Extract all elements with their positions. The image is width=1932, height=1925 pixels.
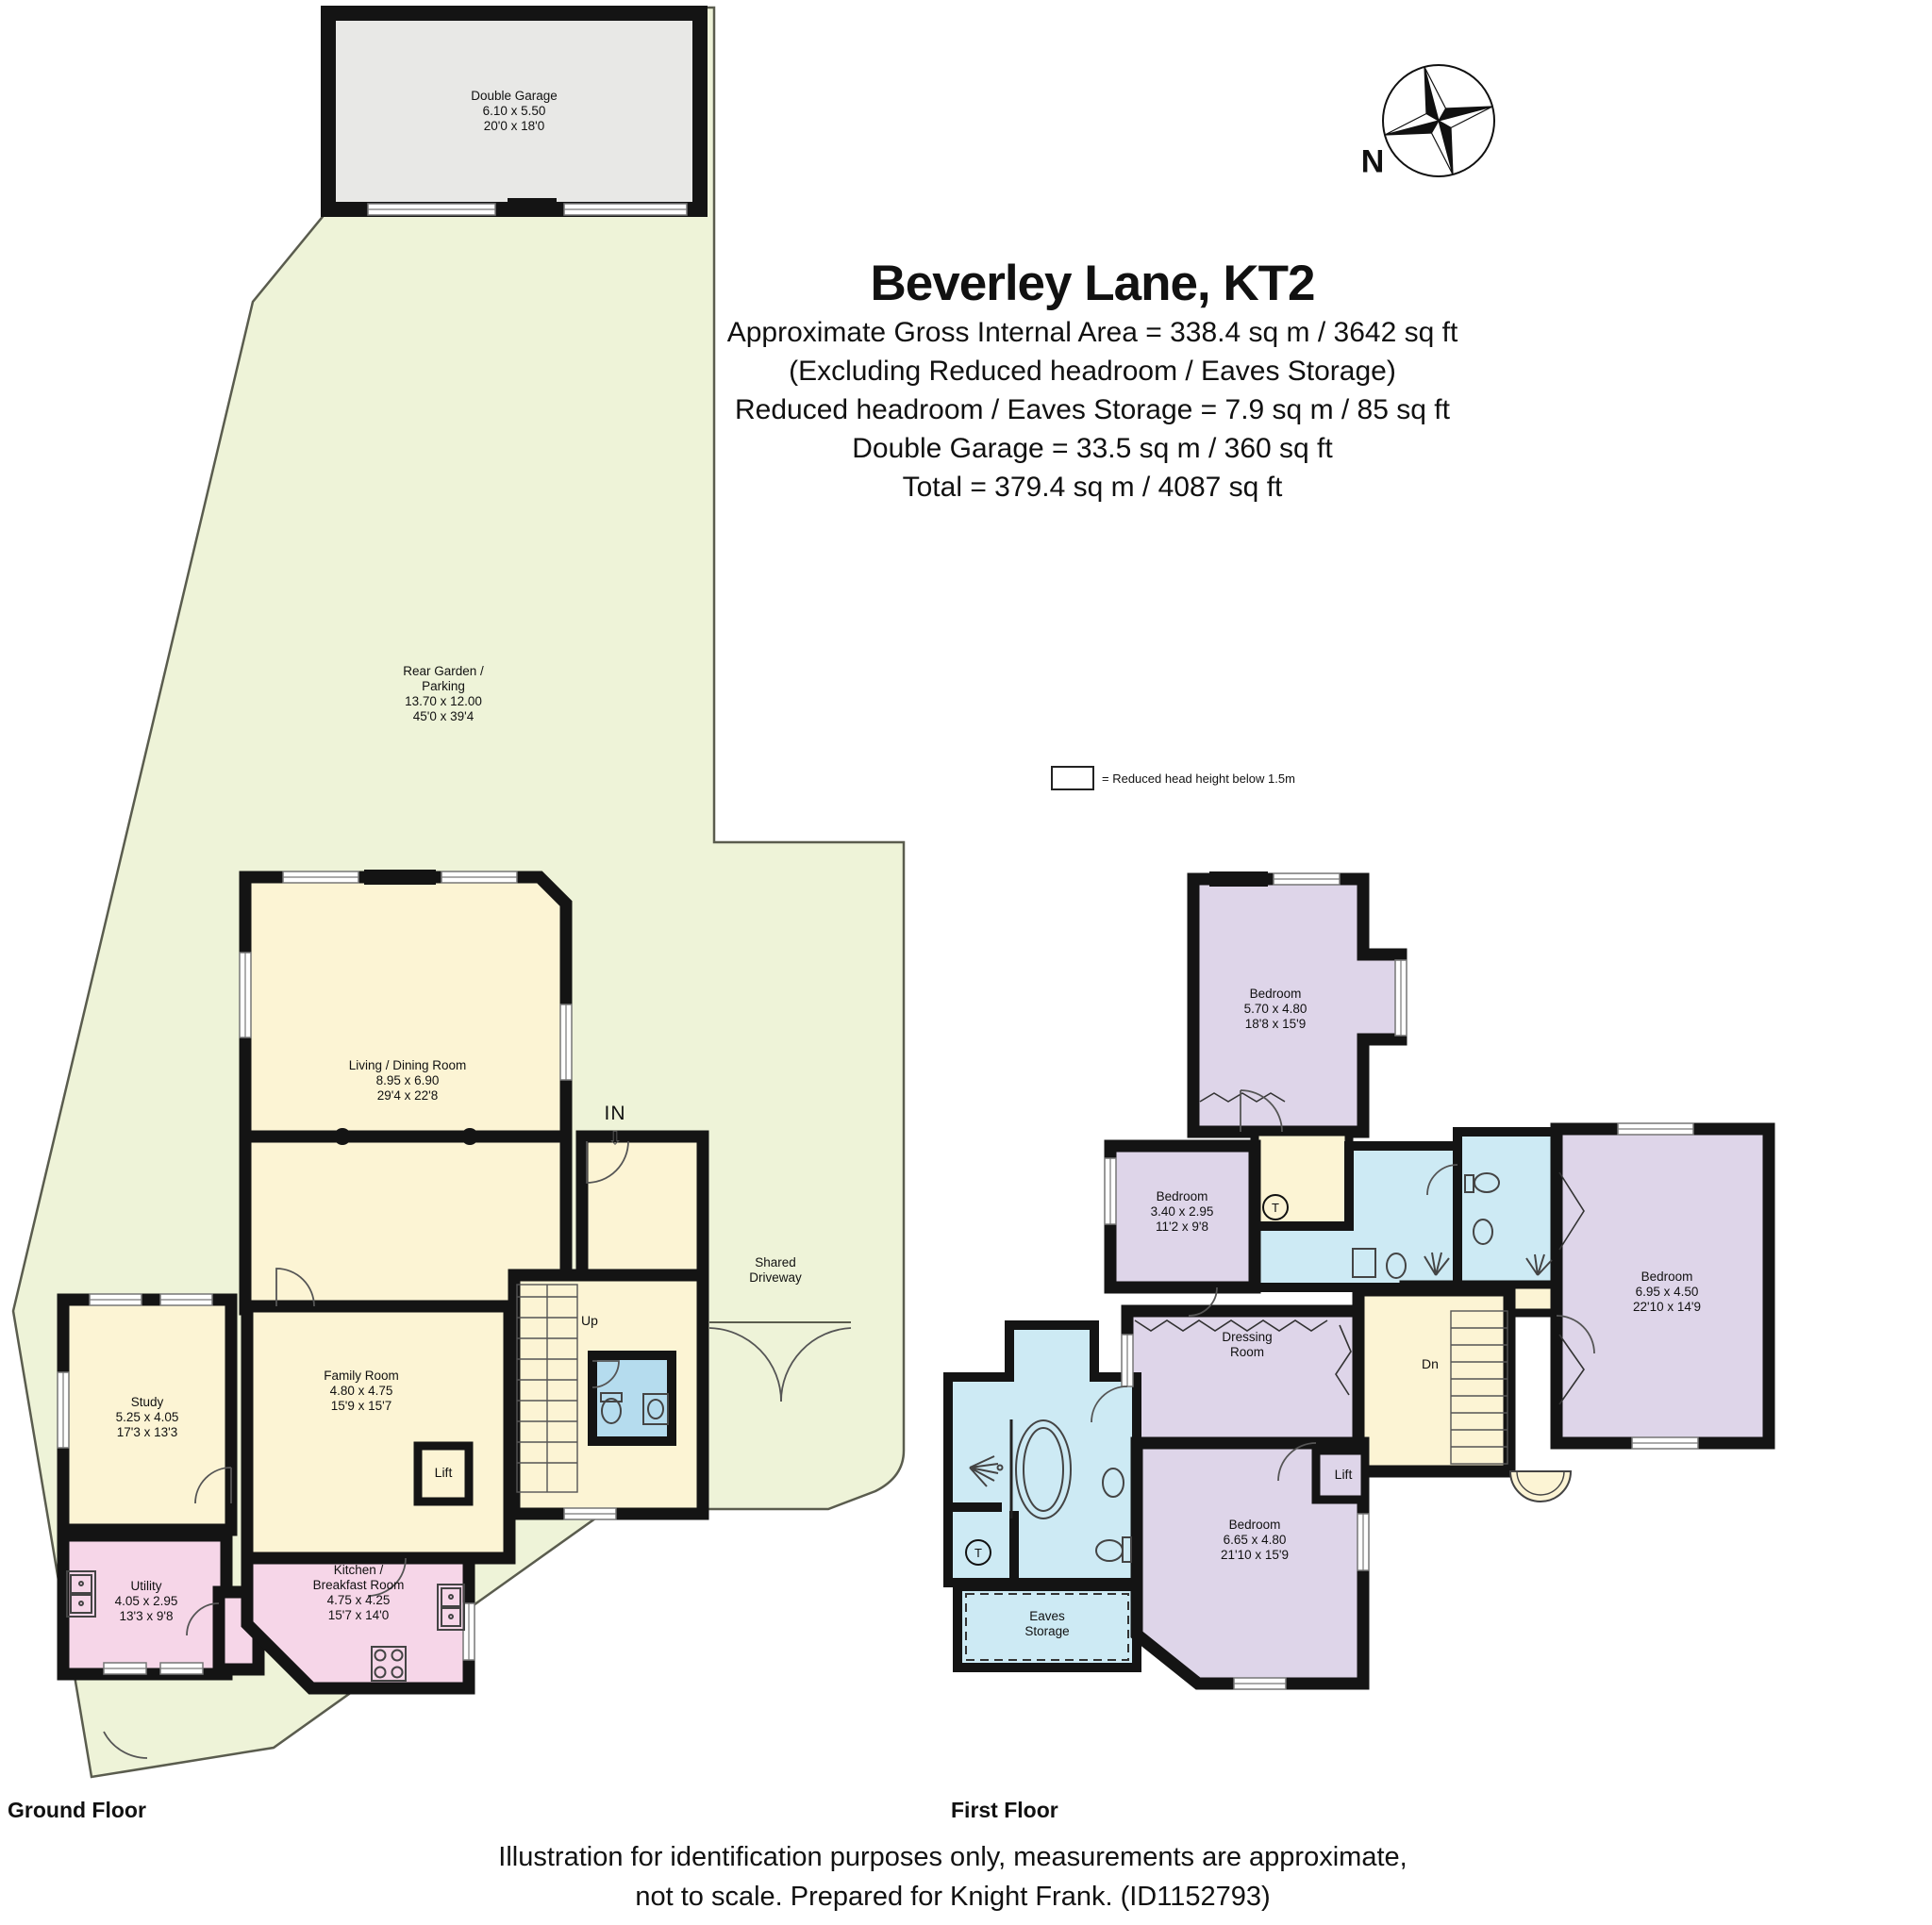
bedroom-right-shape	[1557, 1129, 1769, 1443]
bedroom-top-label: Bedroom 5.70 x 4.80 18'8 x 15'9	[1243, 987, 1307, 1031]
stairs-down-label: Dn	[1422, 1356, 1439, 1371]
first-floor-plan	[948, 871, 1769, 1689]
entrance-hall-shape	[582, 1137, 703, 1275]
area-line: Reduced headroom / Eaves Storage = 7.9 sq m / 85 sq ft	[735, 394, 1450, 425]
eaves-storage-shape	[958, 1586, 1137, 1668]
bedroom-small-label: Bedroom 3.40 x 2.95 11'2 x 9'8	[1150, 1189, 1214, 1234]
bedroom-main-label: Bedroom 6.65 x 4.80 21'10 x 15'9	[1221, 1518, 1289, 1562]
garden-label: Rear Garden / Parking 13.70 x 12.00 45'0 x 39'4	[403, 664, 484, 723]
page-title: Beverley Lane, KT2	[870, 256, 1315, 311]
compass-icon	[1383, 65, 1494, 176]
area-line: Approximate Gross Internal Area = 338.4 sq m / 3642 sq ft	[726, 317, 1458, 348]
area-line: Total = 379.4 sq m / 4087 sq ft	[902, 472, 1283, 503]
utility-shape	[63, 1535, 226, 1674]
bay-window	[1510, 1471, 1571, 1502]
garage-label: Double Garage 6.10 x 5.50 20'0 x 18'0	[471, 89, 558, 133]
column	[461, 1128, 478, 1145]
area-line: Double Garage = 33.5 sq m / 360 sq ft	[852, 433, 1333, 464]
garage-door-post	[508, 198, 557, 217]
lift-ground-label: Lift	[434, 1465, 453, 1480]
area-line: (Excluding Reduced headroom / Eaves Storage)	[789, 356, 1396, 387]
wc-shape	[592, 1355, 672, 1441]
entrance-arrow-icon: ⇩	[607, 1128, 624, 1150]
living-dining-label: Living / Dining Room 8.95 x 6.90 29'4 x 22'8	[348, 1058, 467, 1103]
family-room-shape	[247, 1306, 509, 1558]
bathroom-top-shape	[1457, 1132, 1566, 1290]
study-shape	[63, 1300, 231, 1530]
lift-first-label: Lift	[1334, 1467, 1353, 1482]
bedroom-right-label: Bedroom 6.95 x 4.50 22'10 x 14'9	[1633, 1270, 1701, 1314]
tank-icon: T	[1262, 1194, 1289, 1220]
entrance-in-label: IN	[604, 1103, 626, 1124]
ground-floor-label: Ground Floor	[8, 1798, 146, 1822]
airing-cupboard-shape	[1255, 1132, 1349, 1226]
lift-ground-shape	[418, 1446, 469, 1502]
disclaimer: Illustration for identification purposes only, measurements are approximate, not to scale. Prepared for Knight Frank. (ID1152793)	[498, 1842, 1407, 1912]
study-label: Study 5.25 x 4.05 17'3 x 13'3	[115, 1395, 179, 1439]
utility-label: Utility 4.05 x 2.95 13'3 x 9'8	[114, 1579, 178, 1623]
north-label: N	[1360, 143, 1385, 180]
dressing-room-shape	[1127, 1311, 1358, 1443]
legend-label: = Reduced head height below 1.5m	[1102, 771, 1295, 786]
eaves-storage-label: Eaves Storage	[1024, 1609, 1070, 1638]
landing-shape	[1358, 1290, 1509, 1471]
stairs-up-label: Up	[581, 1313, 598, 1328]
kitchen-label: Kitchen / Breakfast Room 4.75 x 4.25 15'7 x 14'0	[312, 1563, 405, 1622]
column	[334, 1128, 351, 1145]
dressing-room-label: Dressing Room	[1222, 1330, 1273, 1359]
shared-driveway-label: Shared Driveway	[749, 1255, 802, 1285]
first-floor-label: First Floor	[951, 1798, 1058, 1822]
bedroom-small-shape	[1110, 1146, 1255, 1287]
living-dining-room-shape	[245, 877, 566, 1137]
lift-first-shape	[1316, 1451, 1365, 1500]
main-bathroom-shape	[948, 1325, 1137, 1583]
tank-icon: T	[965, 1539, 991, 1566]
garage-room	[328, 13, 700, 217]
bedroom-top-shape	[1193, 879, 1401, 1132]
family-room-label: Family Room 4.80 x 4.75 15'9 x 15'7	[324, 1369, 399, 1413]
